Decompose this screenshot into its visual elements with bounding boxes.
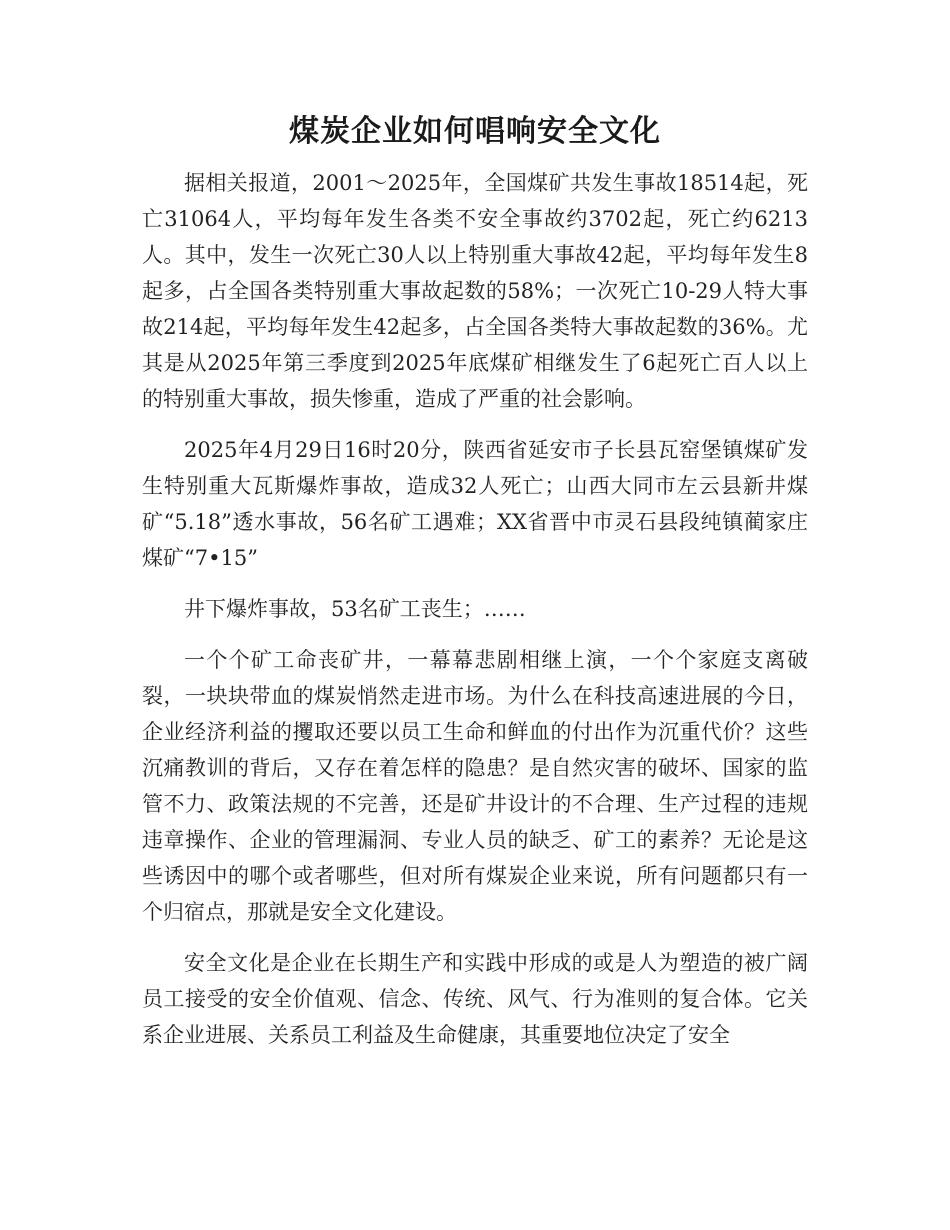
document-title: 煤炭企业如何唱响安全文化	[289, 114, 661, 149]
paragraph-2: 2025年4月29日16时20分，陕西省延安市子长县瓦窑堡镇煤矿发生特别重大瓦斯爆炸事故，造成32人死亡；山西大同市左云县新井煤矿“5.18”透水事故，56名矿工遇难；XX省晋中市灵石县段纯镇蔺家庄煤矿“7•15”	[142, 438, 808, 570]
paragraph-3: 井下爆炸事故，53名矿工丧生；……	[184, 597, 526, 621]
paragraph-1: 据相关报道，2001～2025年，全国煤矿共发生事故18514起，死亡31064人，平均每年发生各类不安全事故约3702起，死亡约6213人。其中，发生一次死亡30人以上特别重大事故42起，平均每年发生8起多，占全国各类特别重大事故起数的58%；一次死亡10-29人特大事故214起，平均每年发生42起多，占全国各类特大事故起数的36%。尤其是从2025年第三季度到2025年底煤矿相继发生了6起死亡百人以上的特别重大事故，损失惨重，造成了严重的社会影响。	[142, 171, 808, 411]
document-body	[142, 165, 808, 1068]
paragraph-5: 安全文化是企业在长期生产和实践中形成的或是人为塑造的被广阔员工接受的安全价值观、信念、传统、风气、行为准则的复合体。它关系企业进展、关系员工利益及生命健康，其重要地位决定了安全	[142, 951, 808, 1047]
paragraph-4: 一个个矿工命丧矿井，一幕幕悲剧相继上演，一个个家庭支离破裂，一块块带血的煤炭悄然走进市场。为什么在科技高速进展的今日，企业经济利益的攫取还要以员工生命和鲜血的付出作为沉重代价？这些沉痛教训的背后，又存在着怎样的隐患？是自然灾害的破坏、国家的监管不力、政策法规的不完善，还是矿井设计的不合理、生产过程的违规违章操作、企业的管理漏洞、专业人员的缺乏、矿工的素养？无论是这些诱因中的哪个或者哪些，但对所有煤炭企业来说，所有问题都只有一个归宿点，那就是安全文化建设。	[142, 648, 808, 924]
